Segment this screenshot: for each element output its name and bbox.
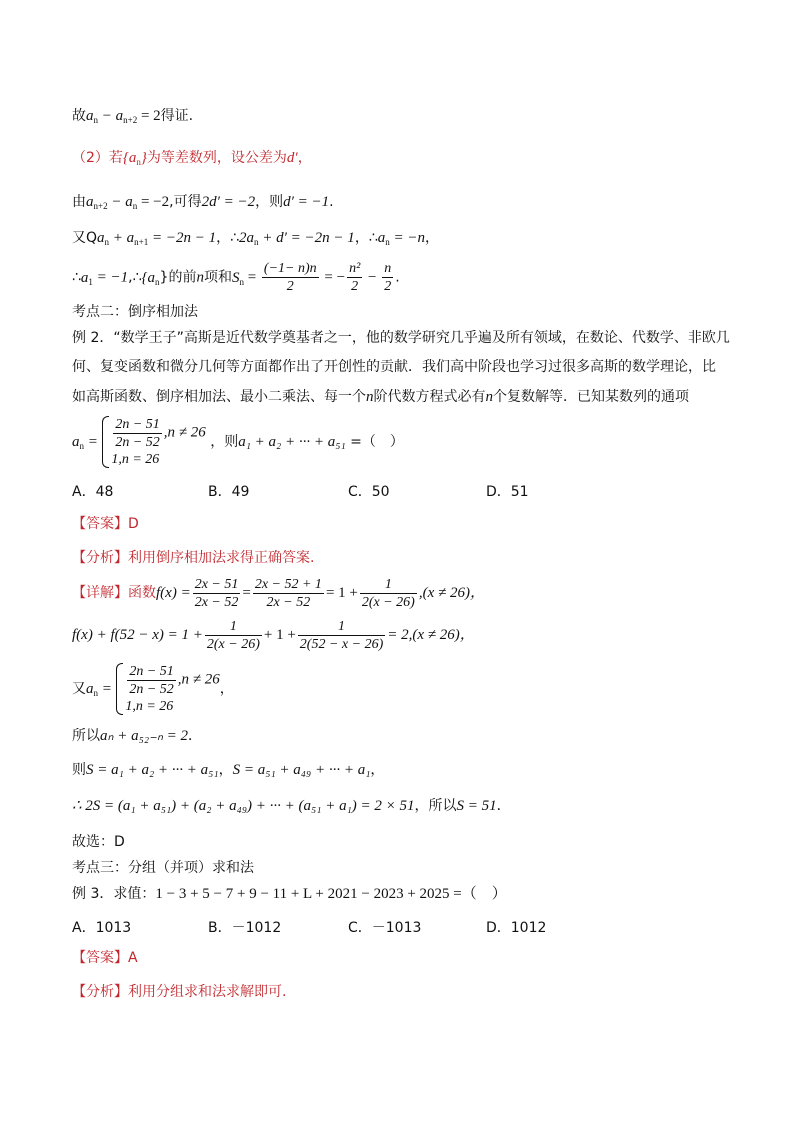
text: ，则 xyxy=(210,434,239,450)
case-row-2: 1,n = 26 xyxy=(111,452,160,467)
case-row-1 xyxy=(111,416,205,451)
answer3-line xyxy=(72,948,138,968)
denominator: 2n − 52 xyxy=(129,682,174,697)
sum-line xyxy=(72,796,511,816)
text: . xyxy=(329,194,334,210)
text: ，则 xyxy=(255,194,284,210)
formula: = 2 xyxy=(137,108,161,124)
numerator: n xyxy=(384,261,392,276)
example3-line xyxy=(72,884,507,904)
text: 阶代数方程式必有 xyxy=(373,389,486,405)
text: ， xyxy=(424,230,439,246)
denominator: 2 xyxy=(351,279,359,294)
formula: S = 51 xyxy=(456,798,497,814)
formula: d′ = −1 xyxy=(283,194,330,210)
text: 所以 xyxy=(72,728,100,744)
text: 故 xyxy=(72,108,86,124)
formula: $a_n$ = xyxy=(72,434,98,451)
symmetry-line xyxy=(72,616,475,654)
formula: + 1 + xyxy=(263,627,296,643)
numerator: 2x − 52 + 1 xyxy=(254,576,322,592)
text: 个复数解等．已知某数列的通项 xyxy=(493,389,689,405)
answer-line xyxy=(72,514,139,534)
condition: ,n ≠ 26 xyxy=(163,424,206,441)
denominator: 2 xyxy=(286,279,294,294)
formula: $2a_n$ xyxy=(239,230,259,247)
text: ,∴ xyxy=(128,269,142,286)
numerator: n² xyxy=(349,261,361,276)
formula: d′ xyxy=(286,150,298,166)
answer-value: A xyxy=(128,950,138,966)
case-row-1 xyxy=(125,663,219,698)
formula: f(x) = xyxy=(156,585,191,601)
fraction xyxy=(298,618,385,653)
formula: $S_n$ xyxy=(231,269,244,287)
text: ， xyxy=(297,150,312,166)
case-row-2: 1,n = 26 xyxy=(125,699,174,714)
formula: $a_{n+2} - a_n$ xyxy=(86,194,138,211)
fraction xyxy=(127,663,175,698)
cases-block xyxy=(102,416,205,468)
formula: = −1 xyxy=(92,269,129,286)
text: 如高斯函数、倒序相加法、最小二乘法、每一个 xyxy=(72,389,366,405)
option-a: A．1013 xyxy=(72,920,132,936)
brace xyxy=(102,416,109,468)
denominator: 2x − 52 xyxy=(266,594,311,610)
text: ， xyxy=(219,681,234,697)
text: 函数 xyxy=(128,585,156,601)
option-b: B．49 xyxy=(208,484,250,500)
text: 项和 xyxy=(203,269,232,286)
formula: + d′ = −2n − 1 xyxy=(258,230,355,246)
denominator: 2 xyxy=(384,279,392,294)
option-b: B．－1012 xyxy=(208,920,282,936)
derivation-line-2 xyxy=(72,228,439,252)
formula: S = a₅₁ + a₄₉ + ··· + a₁ xyxy=(232,762,371,778)
text: ． xyxy=(188,728,203,744)
analysis3-line xyxy=(72,982,286,1002)
formula: $a_n - a_{n+2}$ xyxy=(86,108,138,125)
text: ,可得 xyxy=(169,194,202,210)
text: ，所以 xyxy=(414,798,457,814)
example2-line-2: 何、复变函数和微分几何等方面都作出了开创性的贡献．我们高中阶段也学习过很多高斯的数学理论，比 xyxy=(72,359,716,375)
choose-line: 故选：D xyxy=(72,834,125,850)
numerator: 1 xyxy=(298,618,385,636)
formula: a₁ + a₂ + ··· + a₅₁ xyxy=(238,434,346,450)
fraction xyxy=(205,618,262,653)
answer-label: 【答案】 xyxy=(72,516,128,532)
formula: {$a_n$ xyxy=(141,269,160,287)
brace xyxy=(116,663,123,715)
formula: − xyxy=(364,269,381,286)
text: }的前 xyxy=(159,269,197,286)
section-heading-2: 考点二：倒序相加法 xyxy=(72,304,198,320)
text: ， xyxy=(218,762,233,778)
formula: S = a₁ + a₂ + ··· + a₅₁ xyxy=(86,762,219,778)
denominator: 2x − 52 xyxy=(194,594,239,610)
option-c: C．－1013 xyxy=(348,920,422,936)
formula: = − xyxy=(320,269,346,286)
piecewise-again xyxy=(72,660,234,718)
analysis-line xyxy=(72,548,314,568)
text: ，∴ xyxy=(216,230,240,246)
numerator: 2x − 51 xyxy=(194,576,239,592)
denominator: 2(52 − x − 26) xyxy=(299,636,384,652)
formula: = −2 xyxy=(137,194,170,210)
formula: ∴ 2S = (a₁ + a₅₁) + (a₂ + a₄₉) + ··· + (a₅₁ + a₁) = 2 × 51 xyxy=(72,798,415,814)
formula: $a_1$ xyxy=(80,269,93,287)
text: 又 xyxy=(72,681,86,697)
numerator: 1 xyxy=(360,576,417,594)
detail-line xyxy=(72,574,485,612)
proof-conclusion-line xyxy=(72,106,193,130)
denominator: 2n − 52 xyxy=(115,435,160,450)
option-d: D．51 xyxy=(486,484,529,500)
answer-label: 【答案】 xyxy=(72,950,128,966)
denominator: 2(x − 26) xyxy=(361,594,415,610)
text: 则 xyxy=(72,762,86,778)
formula: n xyxy=(196,269,204,286)
text: 为等差数列，设公差为 xyxy=(146,150,287,166)
formula: $a_n + a_{n+1}$ xyxy=(97,230,149,247)
text: =（ ） xyxy=(345,434,404,450)
section-heading-3: 考点三：分组（并项）求和法 xyxy=(72,860,254,876)
formula: $a_n$ xyxy=(377,230,390,247)
fraction xyxy=(113,416,161,451)
formula: = 1 + xyxy=(325,585,358,601)
text: ∴ xyxy=(72,269,81,286)
formula: aₙ + a₅₂₋ₙ = 2 xyxy=(100,728,189,744)
text: S xyxy=(231,269,240,286)
text: 又Q xyxy=(72,230,98,246)
option-d: D．1012 xyxy=(486,920,547,936)
analysis-text: 利用分组求和法求解即可. xyxy=(128,984,287,1000)
so-line xyxy=(72,726,202,746)
text: 由 xyxy=(72,194,86,210)
then-line xyxy=(72,760,384,780)
text: 例 3．求值： xyxy=(72,886,156,902)
fraction xyxy=(347,260,362,295)
fraction xyxy=(382,260,393,295)
formula: $a_n$ = xyxy=(86,681,112,698)
example2-line-1: 例 2．“数学王子”高斯是近代数学奠基者之一，他的数学研究几乎遍及所有领域，在数论、代数学、非欧几 xyxy=(72,330,730,346)
fraction xyxy=(360,576,417,611)
cases-block xyxy=(116,663,219,715)
formula: ,(x ≠ 26)， xyxy=(418,585,485,601)
example2-line-3 xyxy=(72,387,689,407)
formula: $\{a_n\}$ xyxy=(122,150,147,167)
formula: = −2n − 1 xyxy=(148,230,217,246)
text: ． xyxy=(496,798,511,814)
formula: 2d′ = −2 xyxy=(201,194,256,210)
option-c: C．50 xyxy=(348,484,390,500)
text: 得证. xyxy=(160,108,194,124)
formula: = xyxy=(242,585,251,601)
fraction xyxy=(193,576,241,611)
numerator: 2n − 51 xyxy=(115,417,160,432)
formula: f(x) + f(52 − x) = 1 + xyxy=(72,627,203,643)
fraction xyxy=(253,576,324,611)
formula: = xyxy=(243,269,260,286)
text: （2）若 xyxy=(72,150,123,166)
analysis-label: 【分析】 xyxy=(72,984,128,1000)
analysis-label: 【分析】 xyxy=(72,550,128,566)
numerator: 1 xyxy=(205,618,262,636)
fraction xyxy=(262,260,319,295)
detail-label: 【详解】 xyxy=(72,585,128,601)
denominator: 2(x − 26) xyxy=(206,636,260,652)
text: {a xyxy=(141,269,156,286)
part2-heading xyxy=(72,148,312,172)
formula: = 2,(x ≠ 26)， xyxy=(387,627,475,643)
text: ， xyxy=(370,762,385,778)
formula: 1 − 3 + 5 − 7 + 9 − 11 + L + 2021 − 2023 + 2025 =（ ） xyxy=(155,886,507,902)
option-a: A．48 xyxy=(72,484,114,500)
piecewise-definition xyxy=(72,412,404,472)
condition: ,n ≠ 26 xyxy=(177,671,220,688)
formula: = −n xyxy=(389,230,425,246)
formula: n xyxy=(485,389,493,405)
answer-value: D xyxy=(128,516,139,532)
sum-formula-line xyxy=(72,260,400,294)
numerator: 2n − 51 xyxy=(129,664,174,679)
analysis-text: 利用倒序相加法求得正确答案. xyxy=(128,550,315,566)
formula: n xyxy=(366,389,374,405)
numerator: (−1− n)n xyxy=(263,261,317,276)
text: ，∴ xyxy=(354,230,378,246)
derivation-line-1 xyxy=(72,192,334,216)
text: . xyxy=(395,269,400,286)
